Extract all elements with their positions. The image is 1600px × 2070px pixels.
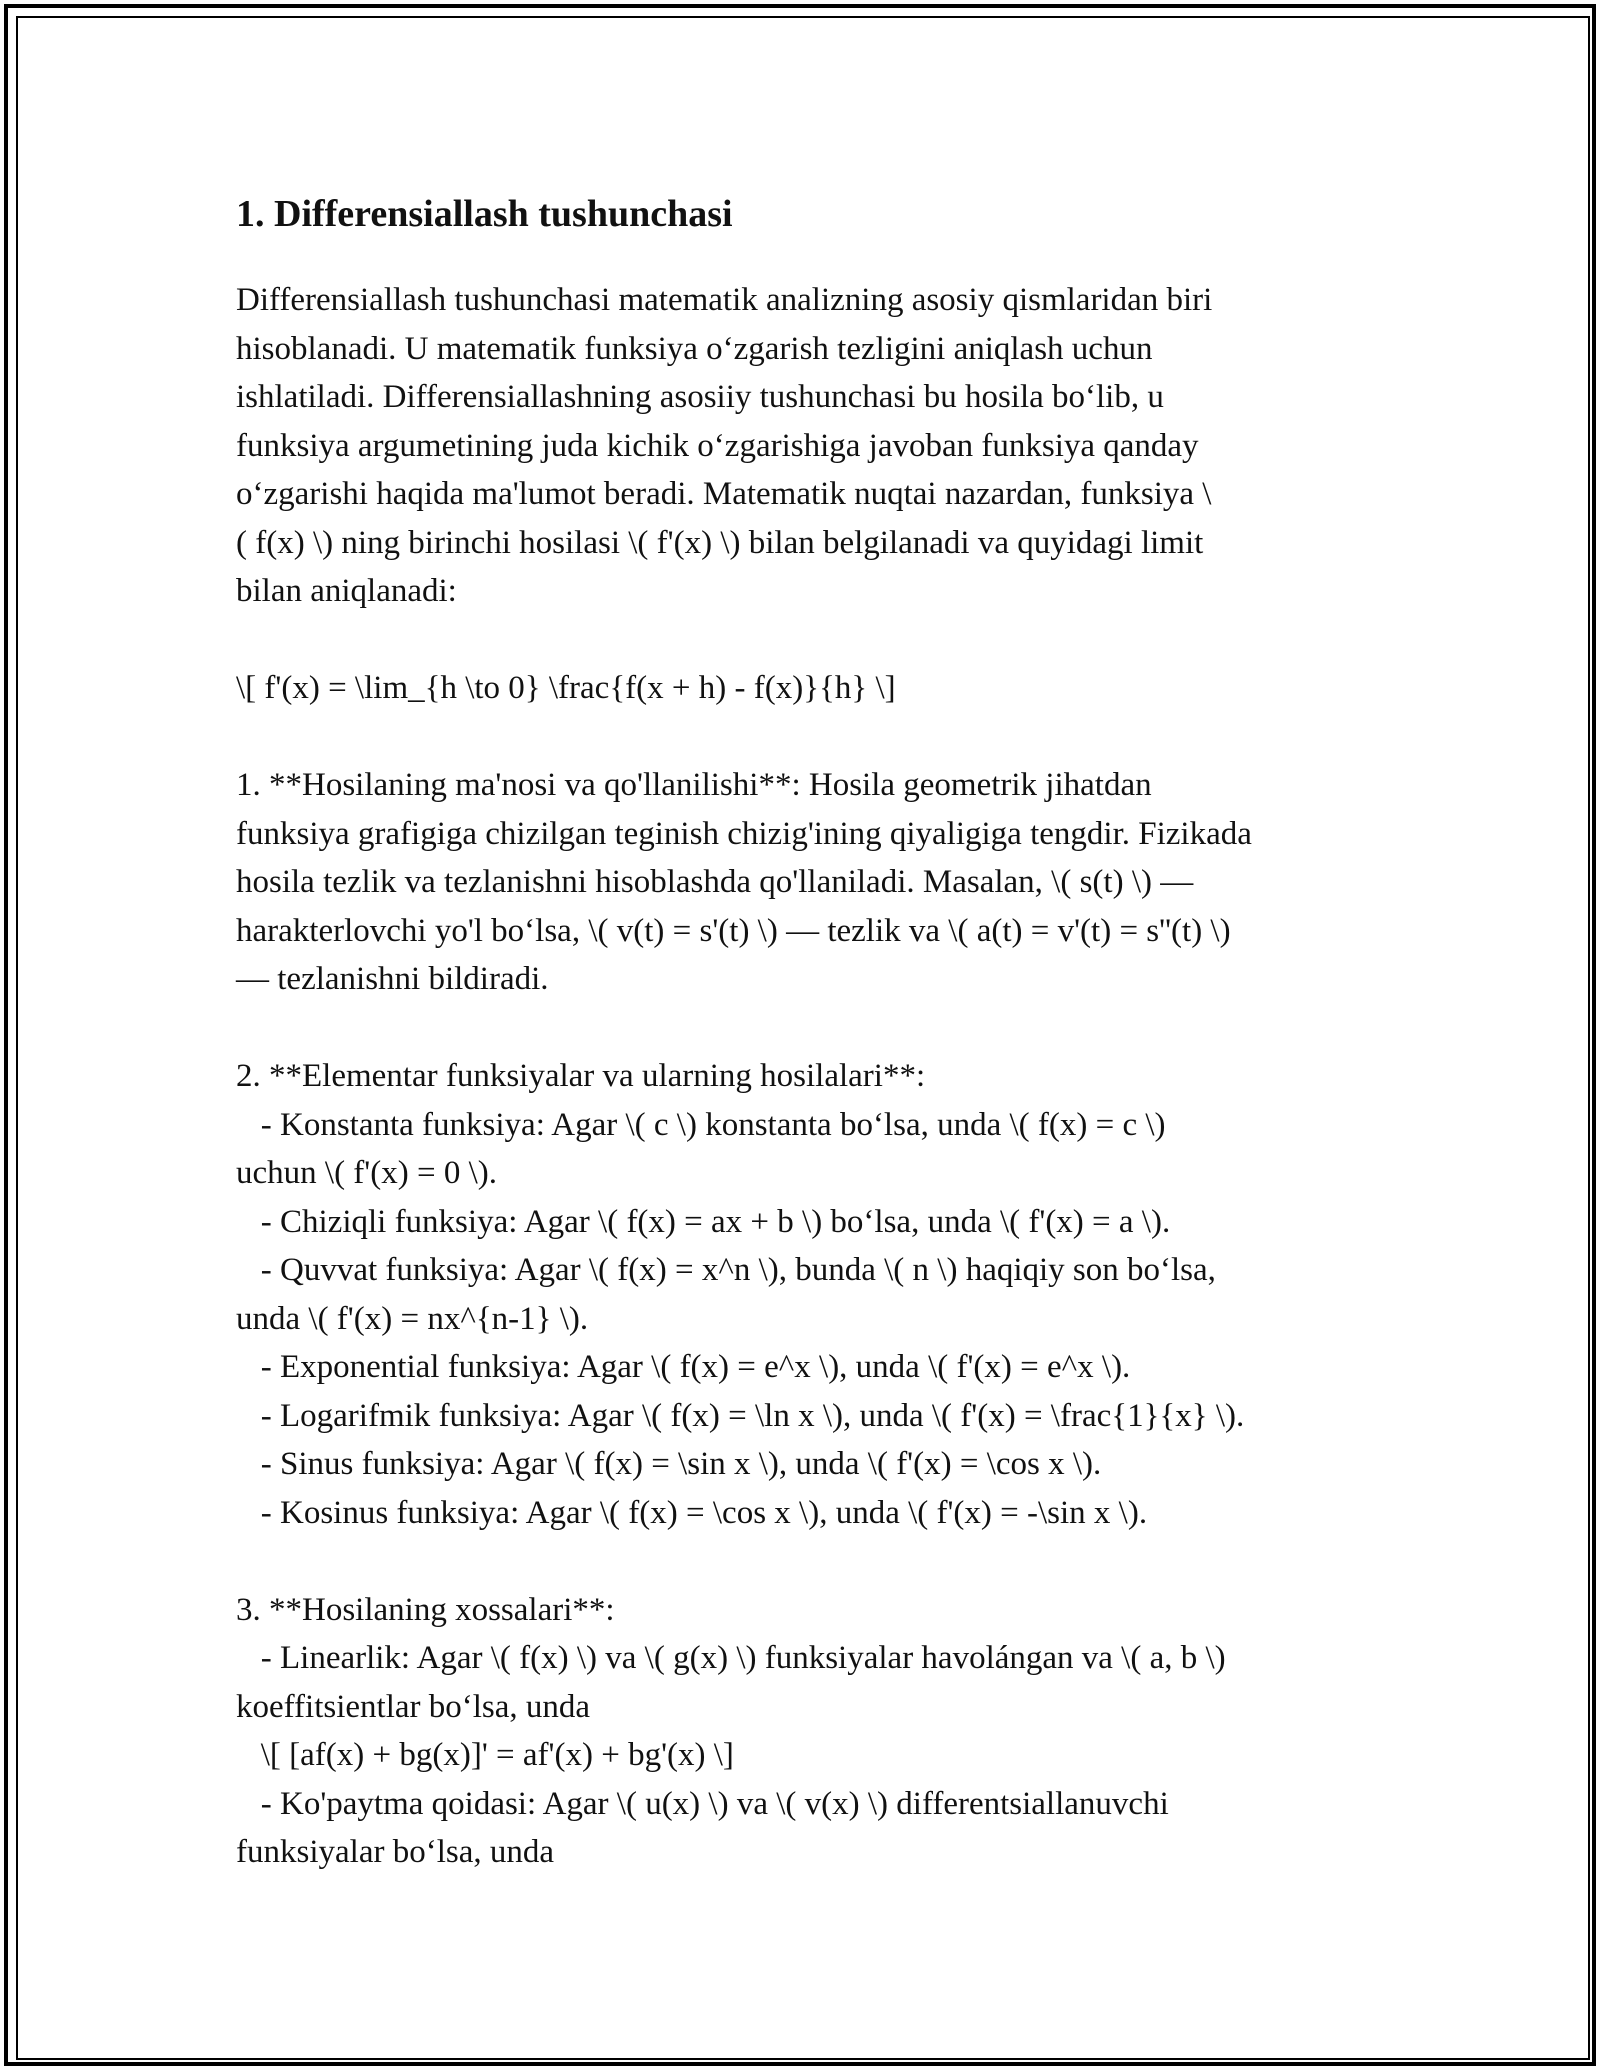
text-line: unda \( f'(x) = nx^{n-1} \). [236, 1300, 589, 1337]
list-item: - Logarifmik funksiya: Agar \( f(x) = \ln x \), unda \( f'(x) = \frac{1}{x} \). [236, 1397, 1245, 1434]
section-2-elementary-functions [236, 1052, 1376, 1586]
text-line: ( f(x) \) ning birinchi hosilasi \( f'(x) \) bilan belgilanadi va quyidagi limit [236, 524, 1204, 561]
text-line: o‘zgarishi haqida ma'lumot beradi. Matematik nuqtai nazardan, funksiya \ [236, 476, 1212, 512]
intro-paragraph [236, 276, 1376, 761]
text-line: koeffitsientlar bo‘lsa, unda [236, 1688, 591, 1725]
section-1-meaning [236, 761, 1376, 1052]
text-line: 2. **Elementar funksiyalar va ularning hosilalari**: [236, 1058, 926, 1094]
list-item: - Chiziqli funksiya: Agar \( f(x) = ax + b \) bo‘lsa, unda \( f'(x) = a \). [236, 1203, 1171, 1240]
section-3-properties [236, 1586, 1376, 1877]
text-line: funksiya argumetining juda kichik o‘zgarishiga javoban funksiya qanday [236, 427, 1199, 464]
blank-line [236, 1004, 1376, 1053]
text-line: hisoblanadi. U matematik funksiya o‘zgarish tezligini aniqlash uchun [236, 330, 1153, 367]
limit-formula: \[ f'(x) = \lim_{h \to 0} \frac{f(x + h) - f(x)}{h} \] [236, 670, 896, 706]
document-body [236, 186, 1376, 1877]
text-line: harakterlovchi yo'l bo‘lsa, \( v(t) = s'(t) \) — tezlik va \( a(t) = v'(t) = s''(t) \) [236, 912, 1231, 949]
list-item: - Linearlik: Agar \( f(x) \) va \( g(x) \) funksiyalar havolángan va \( a, b \) [236, 1640, 1226, 1676]
text-line: Differensiallash tushunchasi matematik analizning asosiy qismlaridan biri [236, 282, 1213, 318]
blank-line [236, 1537, 1376, 1586]
text-line: uchun \( f'(x) = 0 \). [236, 1155, 497, 1191]
formula-line: \[ [af(x) + bg(x)]' = af'(x) + bg'(x) \] [236, 1737, 734, 1773]
text-line: bilan aniqlanadi: [236, 573, 457, 609]
list-item: - Ko'paytma qoidasi: Agar \( u(x) \) va \( v(x) \) differentsiallanuvchi [236, 1785, 1169, 1822]
blank-line [236, 616, 1376, 665]
text-line: ishlatiladi. Differensiallashning asosiiy tushunchasi bu hosila bo‘lib, u [236, 379, 1164, 415]
text-line: hosila tezlik va tezlanishni hisoblashda qo'llaniladi. Masalan, \( s(t) \) — [236, 864, 1194, 900]
list-item: - Quvvat funksiya: Agar \( f(x) = x^n \), bunda \( n \) haqiqiy son bo‘lsa, [236, 1252, 1216, 1288]
list-item: - Exponential funksiya: Agar \( f(x) = e^x \), unda \( f'(x) = e^x \). [236, 1349, 1131, 1385]
section-heading: 1. Differensiallash tushunchasi [236, 193, 733, 235]
list-item: - Kosinus funksiya: Agar \( f(x) = \cos x \), unda \( f'(x) = -\sin x \). [236, 1494, 1148, 1531]
text-line: 3. **Hosilaning xossalari**: [236, 1591, 615, 1628]
list-item: - Sinus funksiya: Agar \( f(x) = \sin x \), unda \( f'(x) = \cos x \). [236, 1446, 1102, 1482]
blank-line [236, 713, 1376, 762]
text-line: funksiya grafigiga chizilgan teginish chizig'ining qiyaligiga tengdir. Fizikada [236, 815, 1252, 852]
text-line: — tezlanishni bildiradi. [236, 961, 549, 997]
text-line: 1. **Hosilaning ma'nosi va qo'llanilishi**: Hosila geometrik jihatdan [236, 767, 1152, 803]
list-item: - Konstanta funksiya: Agar \( c \) konstanta bo‘lsa, unda \( f(x) = c \) [236, 1106, 1166, 1143]
text-line: funksiyalar bo‘lsa, unda [236, 1834, 554, 1870]
